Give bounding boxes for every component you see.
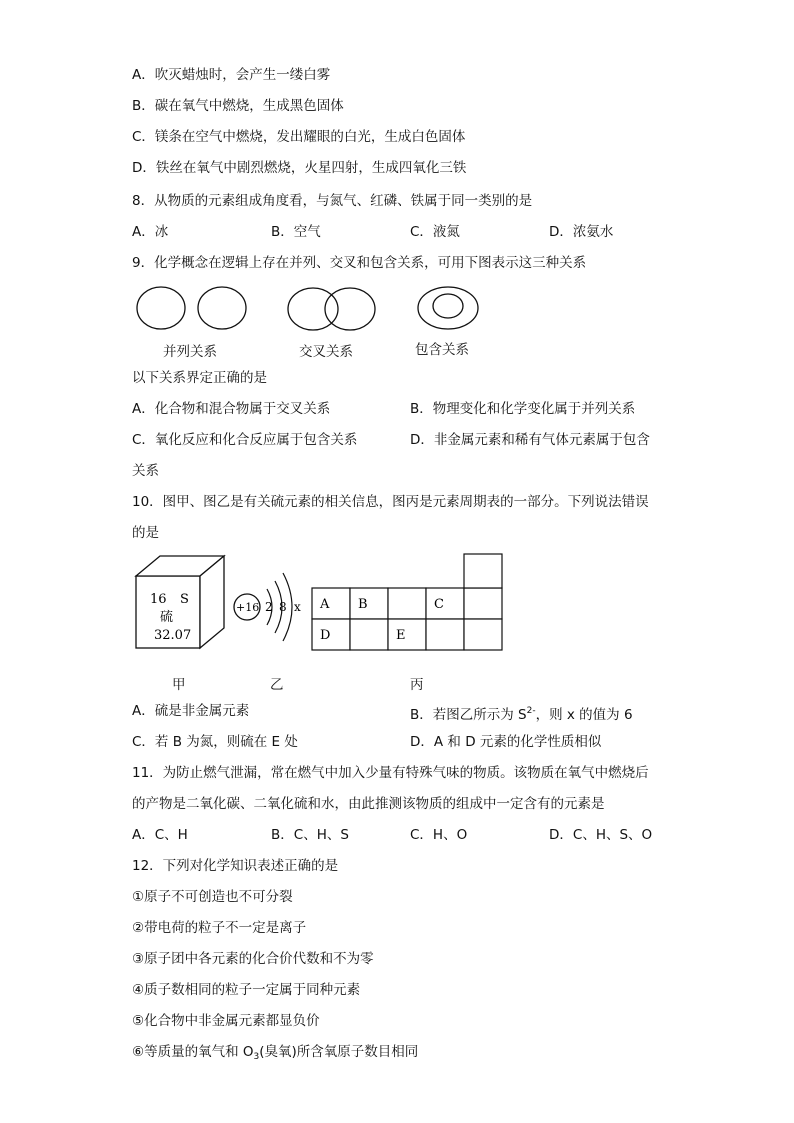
element-symbol: S xyxy=(180,592,189,607)
table-cell-e: E xyxy=(396,628,406,643)
element-name: 硫 xyxy=(160,610,174,625)
caption-yi: 乙 xyxy=(270,677,284,693)
cross-relation-diagram xyxy=(288,288,375,330)
q12-item-5: ⑤化合物中非金属元素都显负价 xyxy=(132,1013,320,1029)
q11-option-d: D．C、H、S、O xyxy=(549,827,653,843)
q12-item-4: ④质子数相同的粒子一定属于同种元素 xyxy=(132,982,361,998)
table-cell-a: A xyxy=(320,597,330,612)
q10-option-b: B．若图乙所示为 $S^{2-}$，则 x 的值为 6 xyxy=(410,706,633,723)
q12-item-3: ③原子团中各元素的化合价代数和不为零 xyxy=(132,951,374,967)
caption-bing: 丙 xyxy=(410,677,424,693)
caption-parallel: 并列关系 xyxy=(163,344,217,360)
q12-item-2: ②带电荷的粒子不一定是离子 xyxy=(132,920,307,936)
caption-cross: 交叉关系 xyxy=(299,344,353,360)
q7-option-c: C．镁条在空气中燃烧，发出耀眼的白光，生成白色固体 xyxy=(132,129,466,145)
q11-stem-line1: 11．为防止燃气泄漏，常在燃气中加入少量有特殊气味的物质。该物质在氧气中燃烧后 xyxy=(132,765,649,781)
shell-electrons-3: x xyxy=(294,600,301,614)
table-cell-c: C xyxy=(434,597,444,612)
q10-option-c: C．若 B 为氮，则硫在 E 处 xyxy=(132,734,298,750)
inclusion-relation-diagram xyxy=(418,287,478,329)
q8-option-b: B．空气 xyxy=(271,224,321,240)
q7-option-a: A．吹灭蜡烛时，会产生一缕白雾 xyxy=(132,67,331,83)
q8-option-d: D．浓氨水 xyxy=(549,224,614,240)
q12-item-1: ①原子不可创造也不可分裂 xyxy=(132,889,293,905)
q12-stem: 12．下列对化学知识表述正确的是 xyxy=(132,858,339,874)
parallel-relation-diagram xyxy=(137,287,246,329)
q12-item-6: ⑥等质量的氧气和 $O_3$(臭氧)所含氧原子数目相同 xyxy=(132,1044,419,1062)
q9-stem: 9．化学概念在逻辑上存在并列、交叉和包含关系，可用下图表示这三种关系 xyxy=(132,255,587,271)
q7-option-d: D．铁丝在氧气中剧烈燃烧，火星四射，生成四氧化三铁 xyxy=(132,160,467,176)
q10-stem-line2: 的是 xyxy=(132,525,159,541)
nucleus-charge: +16 xyxy=(236,601,260,614)
q11-option-b: B．C、H、S xyxy=(271,827,349,843)
table-cell-d: D xyxy=(320,628,331,643)
q9-option-b: B．物理变化和化学变化属于并列关系 xyxy=(410,401,636,417)
q10-option-d: D．A 和 D 元素的化学性质相似 xyxy=(410,734,602,750)
shell-electrons-1: 2 xyxy=(265,600,273,614)
q9-question: 以下关系界定正确的是 xyxy=(132,370,267,386)
shell-electrons-2: 8 xyxy=(279,600,287,614)
q11-option-a: A．C、H xyxy=(132,827,188,843)
q9-option-c: C．氧化反应和化合反应属于包含关系 xyxy=(132,432,358,448)
element-atomic-number: 16 xyxy=(150,592,167,607)
periodic-table-fragment xyxy=(312,554,502,650)
element-atomic-mass: 32.07 xyxy=(154,628,192,643)
table-cell-b: B xyxy=(358,597,368,612)
caption-jia: 甲 xyxy=(172,677,186,693)
venn-diagrams xyxy=(130,282,490,336)
q10-option-a: A．硫是非金属元素 xyxy=(132,703,250,719)
q11-stem-line2: 的产物是二氧化碳、二氧化硫和水，由此推测该物质的组成中一定含有的元素是 xyxy=(132,796,605,812)
atomic-structure-diagram xyxy=(234,573,301,641)
q8-option-a: A．冰 xyxy=(132,224,169,240)
q7-option-b: B．碳在氧气中燃烧，生成黑色固体 xyxy=(132,98,344,114)
element-card-cube xyxy=(136,556,224,648)
q9-option-d: D．非金属元素和稀有气体元素属于包含 xyxy=(410,432,650,448)
q10-stem-line1: 10．图甲、图乙是有关硫元素的相关信息，图丙是元素周期表的一部分。下列说法错误 xyxy=(132,494,649,510)
caption-inclusion: 包含关系 xyxy=(415,342,469,358)
q11-option-c: C．H、O xyxy=(410,827,468,843)
q10-figures xyxy=(130,550,510,654)
q8-stem: 8．从物质的元素组成角度看，与氮气、红磷、铁属于同一类别的是 xyxy=(132,193,533,209)
q8-option-c: C．液氮 xyxy=(410,224,460,240)
q9-option-a: A．化合物和混合物属于交叉关系 xyxy=(132,401,331,417)
q9-option-d-continued: 关系 xyxy=(132,463,159,479)
